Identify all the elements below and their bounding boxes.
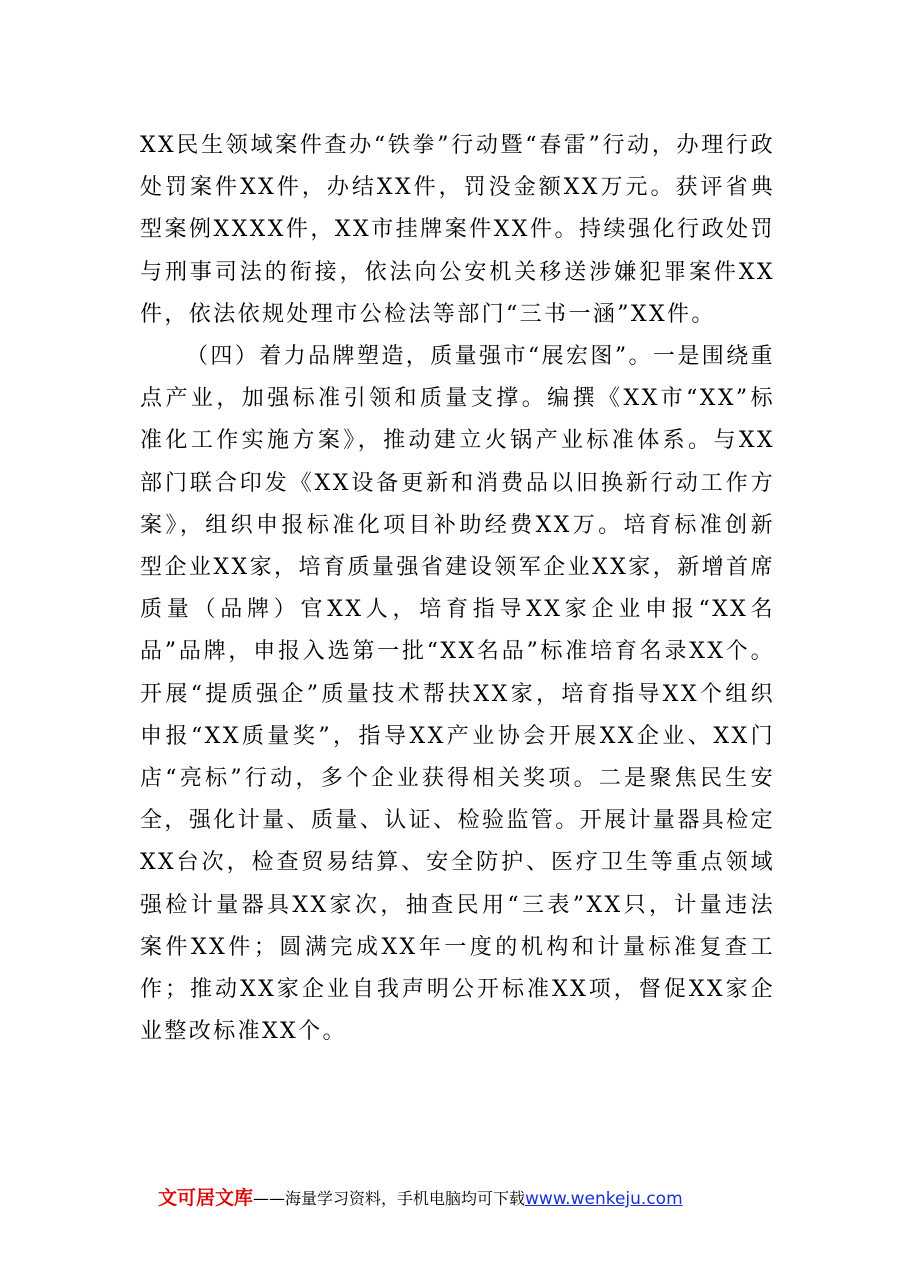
paragraph-brand-quality: （四）着力品牌塑造，质量强市“展宏图”。一是围绕重点产业，加强标准引领和质量支撑。编撰《XX市“XX”标准化工作实施方案》，推动建立火锅产业标准体系。与XX部门联合印发《XX设备更新和消费品以旧换新行动工作方案》，组织申报标准化项目补助经费XX万。培育标准创新型企业XX家，培育质量强省建设领军企业XX家，新增首席质量（品牌）官XX人，培育指导XX家企业申报“XX名品”品牌，申报入选第一批“XX名品”标准培育名录XX个。开展“提质强企”质量技术帮扶XX家，培育指导XX个组织申报“XX质量奖”，指导XX产业协会开展XX企业、XX门店“亮标”行动，多个企业获得相关奖项。二是聚焦民生安全，强化计量、质量、认证、检验监管。开展计量器具检定XX台次，检查贸易结算、安全防护、医疗卫生等重点领域强检计量器具XX家次，抽查民用“三表”XX只，计量违法案件XX件；圆满完成XX年一度的机构和计量标准复查工作；推动XX家企业自我声明公开标准XX项，督促XX家企业整改标准XX个。 <box>140 344 775 1045</box>
document-body <box>140 125 775 1053</box>
footer-brand: 文可居文库 <box>158 1187 254 1209</box>
paragraph-enforcement-cases: XX民生领域案件查办“铁拳”行动暨“春雷”行动，办理行政处罚案件XX件，办结XX件，罚没金额XX万元。获评省典型案例XXXX件，XX市挂牌案件XX件。持续强化行政处罚与刑事司法的衔接，依法向公安机关移送涉嫌犯罪案件XX件，依法依规处理市公检法等部门“三书一涵”XX件。 <box>140 133 775 327</box>
footer-website-link[interactable]: www.wenkeju.com <box>525 1189 683 1209</box>
footer-tagline: ——海量学习资料，手机电脑均可下载 <box>253 1189 526 1208</box>
page-footer <box>158 1183 798 1211</box>
